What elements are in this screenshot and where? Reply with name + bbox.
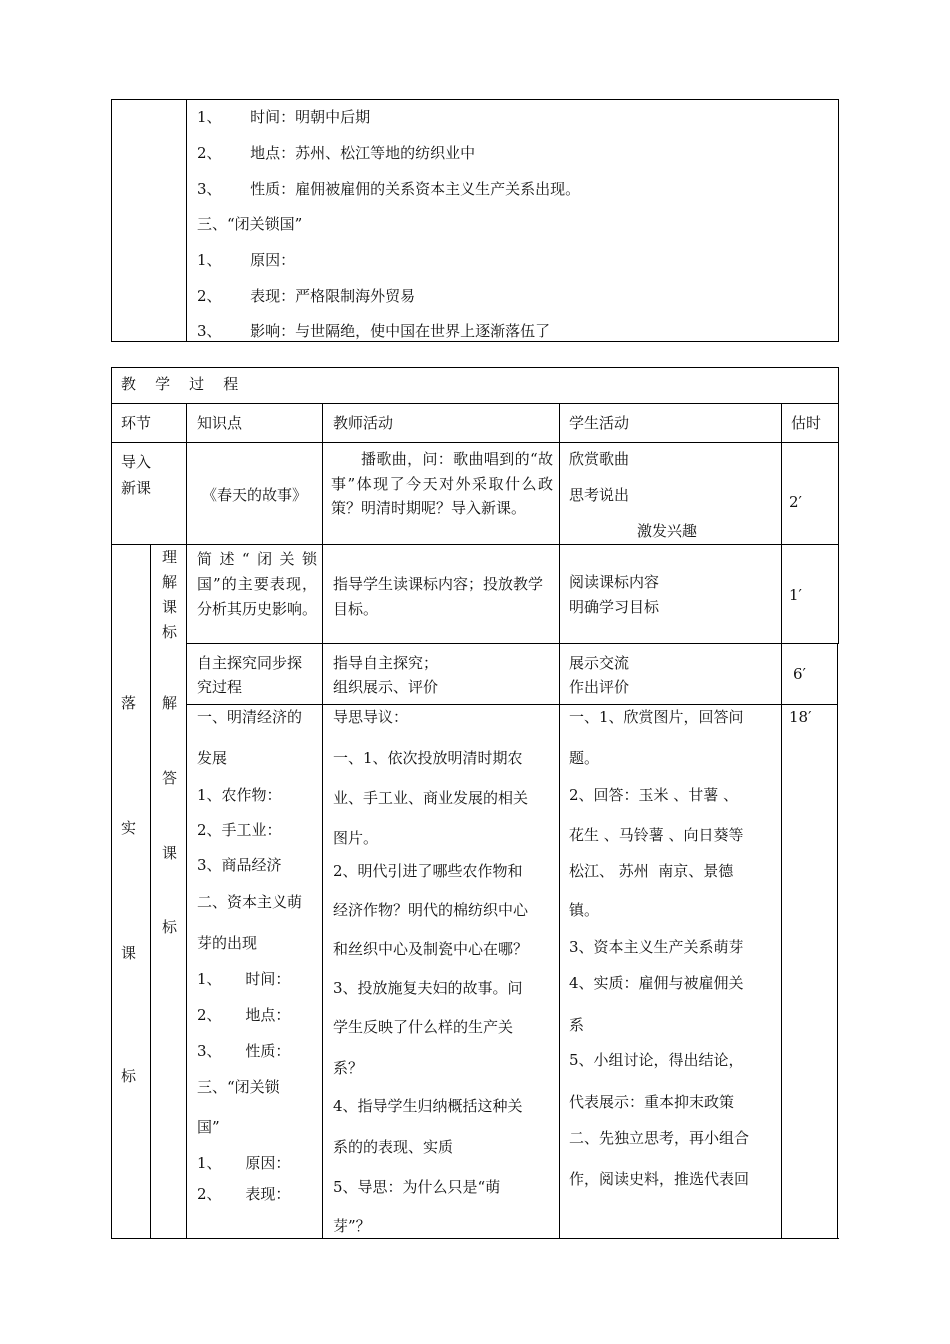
detail-teacher-3: 业、手工业、商业发展的相关 — [333, 789, 529, 807]
detail-student-3: 2、回答：玉米 、甘薯 、 — [569, 786, 739, 804]
rule-col-2 — [322, 403, 323, 1239]
intro-teacher: 播歌曲，问：歌曲唱到的“故事”体现了今天对外采取什么政策？明清时期呢？导入新课。 — [331, 450, 553, 517]
detail-teacher-9: 学生反映了什么样的生产关 — [333, 1018, 514, 1036]
rule-col-4 — [781, 403, 782, 1239]
group-label-2: 实 — [121, 819, 137, 837]
detail-student-1: 一、1、欣赏图片，回答问 — [569, 708, 744, 726]
detail-teacher-6: 经济作物？明代的棉纺织中心 — [333, 901, 529, 919]
explore-knowledge-2: 究过程 — [197, 678, 243, 696]
group-label-4: 标 — [121, 1067, 137, 1085]
understand-student-2: 明确学习目标 — [569, 598, 660, 616]
group-label-1: 落 — [121, 694, 137, 712]
detail-student-8: 4、实质：雇佣与被雇佣关 — [569, 974, 744, 992]
detail-teacher-2: 一、1、依次投放明清时期农 — [333, 749, 523, 767]
upper-table-divider — [186, 100, 187, 341]
rule-right-lower — [837, 643, 838, 1239]
upper-line-5: 1、 原因： — [197, 251, 296, 269]
explore-student-1: 展示交流 — [569, 654, 630, 672]
intro-time: 2′ — [789, 493, 802, 511]
detail-teacher-11: 4、指导学生归纳概括这种关 — [333, 1097, 523, 1115]
rule-col-1 — [186, 403, 187, 1239]
rule-left — [111, 367, 112, 1239]
detail-knowledge-9: 2、 地点： — [197, 1006, 291, 1024]
rule-header-bottom — [111, 442, 839, 443]
rule-right-upper — [838, 367, 839, 643]
answer-sub-3: 课 — [162, 844, 178, 862]
detail-knowledge-10: 3、 性质： — [197, 1042, 291, 1060]
detail-knowledge-5: 3、商品经济 — [197, 856, 282, 874]
detail-student-5: 松江、 苏州 南京、景德 — [569, 862, 734, 880]
detail-student-2: 题。 — [569, 749, 600, 767]
understand-student-1: 阅读课标内容 — [569, 573, 660, 591]
understand-sub-4: 标 — [162, 623, 178, 641]
intro-student-2: 思考说出 — [569, 486, 630, 504]
understand-time: 1′ — [789, 586, 802, 604]
rule-top — [111, 367, 839, 368]
detail-teacher-1: 导思导议： — [333, 708, 409, 726]
detail-knowledge-12: 国” — [197, 1118, 220, 1136]
lesson-table — [111, 367, 839, 1239]
detail-knowledge-2: 发展 — [197, 749, 228, 767]
detail-knowledge-6: 二、资本主义萌 — [197, 893, 303, 911]
rule-intro-bottom — [111, 544, 839, 545]
detail-teacher-10: 系？ — [333, 1059, 364, 1077]
explore-knowledge-1: 自主探究同步探 — [197, 654, 303, 672]
intro-knowledge: 《春天的故事》 — [202, 486, 308, 504]
rule-bottom — [111, 1238, 839, 1239]
detail-student-13: 作，阅读史料，推选代表回 — [569, 1170, 750, 1188]
detail-knowledge-8: 1、 时间： — [197, 970, 291, 988]
intro-student-3: 激发兴趣 — [637, 522, 698, 540]
detail-knowledge-1: 一、明清经济的 — [197, 708, 303, 726]
detail-knowledge-4: 2、手工业： — [197, 821, 282, 839]
explore-teacher-2: 组织展示、评价 — [333, 678, 439, 696]
rule-understand-bottom — [186, 643, 839, 644]
understand-sub-1: 理 — [162, 548, 178, 566]
header-knowledge: 知识点 — [197, 414, 243, 432]
detail-student-12: 二、先独立思考，再小组合 — [569, 1129, 750, 1147]
header-teacher: 教师活动 — [333, 414, 394, 432]
detail-teacher-7: 和丝织中心及制瓷中心在哪？ — [333, 940, 529, 958]
lesson-title: 教 学 过 程 — [121, 375, 239, 393]
header-student: 学生活动 — [569, 414, 630, 432]
detail-student-10: 5、小组讨论，得出结论， — [569, 1051, 744, 1069]
intro-student-1: 欣赏歌曲 — [569, 450, 630, 468]
explore-time: 6′ — [793, 665, 806, 683]
detail-student-11: 代表展示：重本抑末政策 — [569, 1093, 735, 1111]
upper-line-1: 1、 时间：明朝中后期 — [197, 108, 371, 126]
detail-knowledge-13: 1、 原因： — [197, 1154, 291, 1172]
detail-student-7: 3、资本主义生产关系萌芽 — [569, 938, 744, 956]
detail-teacher-14: 芽”？ — [333, 1217, 371, 1235]
detail-teacher-13: 5、导思：为什么只是“萌 — [333, 1178, 501, 1196]
header-section: 环节 — [121, 414, 152, 432]
upper-line-4: 三、“闭关锁国” — [197, 215, 303, 233]
upper-line-2: 2、 地点：苏州、松江等地的纺织业中 — [197, 144, 476, 162]
header-time: 估时 — [791, 414, 822, 432]
detail-time: 18′ — [789, 708, 812, 726]
understand-knowledge: 简述“闭关锁国”的主要表现，分析其历史影响。 — [197, 550, 318, 618]
upper-line-3: 3、 性质：雇佣被雇佣的关系资本主义生产关系出现。 — [197, 180, 581, 198]
group-label-3: 课 — [121, 944, 137, 962]
detail-knowledge-11: 三、“闭关锁 — [197, 1078, 280, 1096]
detail-teacher-8: 3、投放施复夫妇的故事。问 — [333, 979, 523, 997]
detail-knowledge-7: 芽的出现 — [197, 934, 258, 952]
rule-explore-bottom — [186, 704, 838, 705]
upper-line-7: 3、 影响：与世隔绝，使中国在世界上逐渐落伍了 — [197, 322, 551, 340]
understand-sub-3: 课 — [162, 598, 178, 616]
understand-sub-2: 解 — [162, 573, 178, 591]
detail-teacher-4: 图片。 — [333, 829, 379, 847]
detail-teacher-12: 系的的表现、实质 — [333, 1138, 454, 1156]
answer-sub-1: 解 — [162, 694, 178, 712]
detail-student-4: 花生 、马铃薯 、向日葵等 — [569, 826, 744, 844]
detail-knowledge-14: 2、 表现： — [197, 1185, 291, 1203]
rule-title-bottom — [111, 403, 839, 404]
rule-col-3 — [559, 403, 560, 1239]
answer-sub-4: 标 — [162, 918, 178, 936]
intro-section: 导入 新课 — [121, 453, 152, 497]
rule-col-sub — [150, 544, 151, 1239]
upper-table — [111, 99, 839, 342]
explore-teacher-1: 指导自主探究； — [333, 654, 439, 672]
detail-teacher-5: 2、明代引进了哪些农作物和 — [333, 862, 523, 880]
explore-student-2: 作出评价 — [569, 678, 630, 696]
detail-student-6: 镇。 — [569, 901, 600, 919]
understand-teacher: 指导学生读课标内容；投放教学目标。 — [333, 575, 544, 618]
detail-student-9: 系 — [569, 1016, 585, 1034]
answer-sub-2: 答 — [162, 769, 178, 787]
upper-line-6: 2、 表现：严格限制海外贸易 — [197, 287, 416, 305]
detail-knowledge-3: 1、农作物： — [197, 786, 282, 804]
